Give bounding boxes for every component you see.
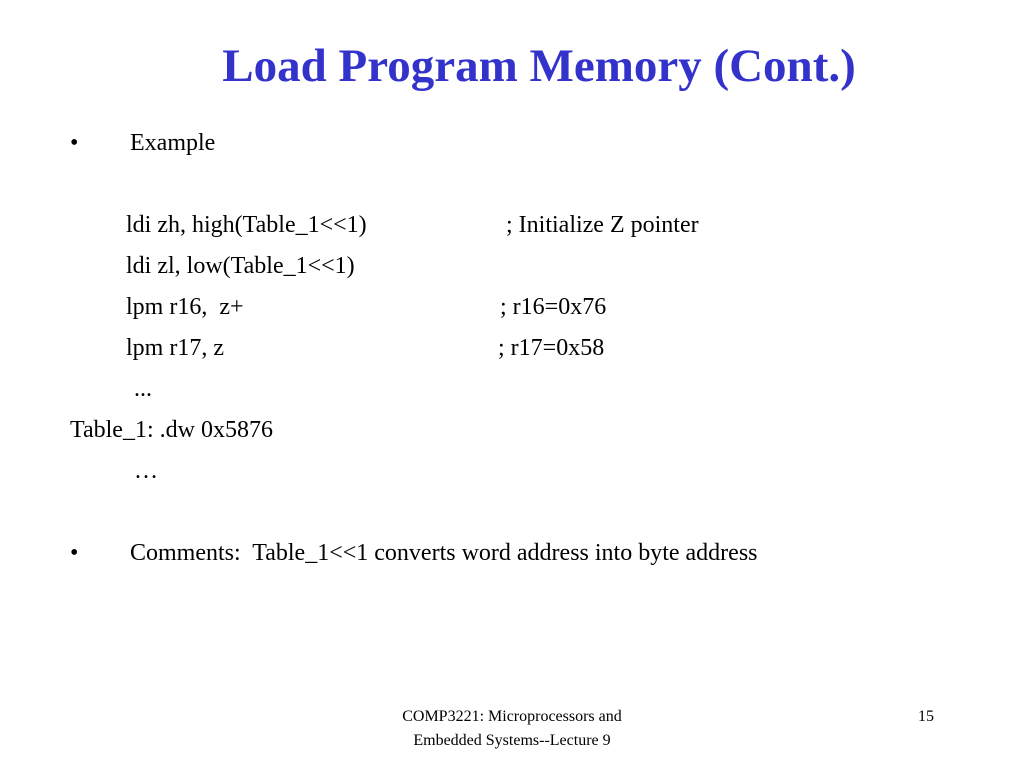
code-line-ldi-zl: ldi zl, low(Table_1<<1)	[126, 253, 355, 279]
code-line-lpm-r16: lpm r16, z+	[126, 294, 244, 320]
slide-title: Load Program Memory (Cont.)	[222, 40, 856, 92]
code-ellipsis: …	[134, 458, 158, 484]
footer-course-line-2: Embedded Systems--Lecture 9	[413, 732, 611, 749]
code-comment-r17: ; r17=0x58	[498, 335, 605, 361]
bullet-example-label: Example	[130, 130, 216, 156]
bullet-marker: •	[70, 540, 79, 566]
bullet-comments-text: Comments: Table_1<<1 converts word address into byte address	[130, 540, 758, 566]
footer-course-line-1: COMP3221: Microprocessors and	[402, 708, 622, 725]
code-line-ldi-zh: ldi zh, high(Table_1<<1)	[126, 212, 367, 238]
bullet-marker: •	[70, 130, 79, 156]
page-number: 15	[918, 708, 934, 725]
code-line-lpm-r17: lpm r17, z	[126, 335, 224, 361]
code-comment-init-z: ; Initialize Z pointer	[506, 212, 699, 238]
code-line-table-label: Table_1: .dw 0x5876	[70, 417, 273, 443]
code-comment-r16: ; r16=0x76	[500, 294, 607, 320]
code-ellipsis: ...	[134, 376, 152, 402]
